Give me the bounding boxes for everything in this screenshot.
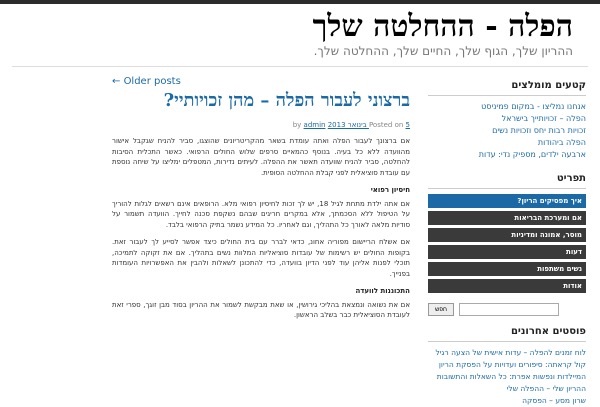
post-title[interactable]: ברצוני לעבור הפלה – מהן זכויותיי? xyxy=(163,90,410,111)
search-form xyxy=(428,303,586,316)
recent-posts-list xyxy=(428,347,586,407)
recent-post-item[interactable]: המיילדות ונפשות אפרת: כל השאלות והתשובות xyxy=(436,372,586,381)
menu-item[interactable]: אודות xyxy=(428,279,586,293)
post-date-link[interactable]: 5 בינואר 2013 xyxy=(327,121,410,129)
site-title[interactable]: הפלה - ההחלטה שלך xyxy=(312,9,573,44)
section-heading: התכוננות לוועדה xyxy=(355,287,410,295)
menu-item[interactable]: אם ומערכת הבריאות xyxy=(428,211,586,225)
menu-item[interactable]: דעות xyxy=(428,245,586,259)
search-button[interactable]: חפש xyxy=(428,303,454,316)
menu-widget-title: תפריט xyxy=(428,173,586,189)
featured-item[interactable]: ארבעה ילדים, מספיק נדי: עדות xyxy=(478,150,586,159)
recent-post-item[interactable]: קול קראתה: סיפורים ועדויות על הפסקת הריון xyxy=(438,360,586,369)
menu-item[interactable]: איך מפסיקים הריון? xyxy=(428,194,586,208)
featured-item[interactable]: הפלה ביהודות xyxy=(537,138,586,147)
main-content xyxy=(112,76,410,328)
post-paragraph: אם את נשואה ונמצאת בהליכי גירושין, או שאת מבקשת לשמור את ההריון בסוד מבן זוגך, ספרי זאת לעובדת הסוציאלית כבר בשלב הראשון. xyxy=(112,300,410,319)
post-paragraph: אם אתה ילדת מתחת לגיל 18, יש לך זכות לחיסיון רפואי מלא. הרופאים אינם רשאים לגלות להוריך על הטיפול ללא הסכמתך, אלא במקרים חריגים שבהם נשקפת סכנה לחייך. הוועדה תשמור על סודיות מלאה לאורך כל התהליך, וגם לאחריו. כל המידע נשמר בתיק הרפואי בלבד. xyxy=(112,199,410,229)
featured-item[interactable]: אנחנו נמליצו - במקום פמיניסט xyxy=(481,102,586,111)
older-posts-link[interactable]: Older posts ← xyxy=(112,76,181,87)
post-author-link[interactable]: admin xyxy=(303,121,326,129)
sidebar-menu xyxy=(428,194,586,293)
top-bar xyxy=(0,0,600,4)
post-paragraph: אם ברצונך לעבור הפלה ואתה עומדת בשאר מהקריטריונים שהוצגו, סביר להניח שגקבל אישור מהוועדה ללא כל בעיה. בנוסף כהמאיים סרפים שלוש החולים הרפואי. כאשר התכלית הסיבות להחלטה, סביר להניח שוועדה תאשר את ההפלה. לעיתים נדירות, המטפלים ימליצו על שיחה נוספת עם עובדת סוציאלית לפני קבלת ההחלטה הסופית. xyxy=(112,137,410,177)
by-label: by xyxy=(292,121,302,129)
recent-post-item[interactable]: ההריון שלי – ההפלה שלי xyxy=(506,384,586,393)
site-description: ההריון שלך, הגוף שלך, החיים שלך, ההחלטה שלך. xyxy=(313,44,573,58)
post-paragraph: אם אשלח הריישום מפוריה אחונ, כדאי לברר עם בית החולים כיצד אפשר לסייע לך לעבור זאת. בקופות החולים יש רשימות של עובדות סוציאליות המלוות נשים בתהליך. אם את זקוקה לתמיכה, תוכלי לפנות אליהן עוד לפני הדיון בוועדה, כדי להתכונן לשאלות ולהבין את האפשרויות העומדות בפנייך. xyxy=(112,238,410,278)
featured-item[interactable]: הפלה – זכויותייך בישראל xyxy=(501,114,586,123)
recent-widget-title: פוסטים אחרונים xyxy=(428,326,586,342)
post-meta xyxy=(112,121,410,129)
recent-post-item[interactable]: לוח זמנים להפלה – עדות אישית של הצעה רגיל xyxy=(435,348,586,357)
header-divider xyxy=(12,66,588,67)
posted-on-label: Posted on xyxy=(368,121,404,129)
menu-item[interactable]: מוסר, אמונה ומדיניות xyxy=(428,228,586,242)
menu-item[interactable]: נשים משתפות xyxy=(428,262,586,276)
search-input[interactable] xyxy=(459,303,559,316)
sidebar xyxy=(428,80,586,407)
post-body xyxy=(112,136,410,321)
featured-widget-title: קטעים מומלצים xyxy=(428,80,586,96)
featured-item[interactable]: זכויות רבות יחס וזכויות נשים xyxy=(492,126,586,135)
section-heading: חיסיון רפואי xyxy=(370,186,410,194)
recent-post-item[interactable]: שרון מסע – הפסקה xyxy=(522,396,586,405)
featured-list xyxy=(428,101,586,161)
